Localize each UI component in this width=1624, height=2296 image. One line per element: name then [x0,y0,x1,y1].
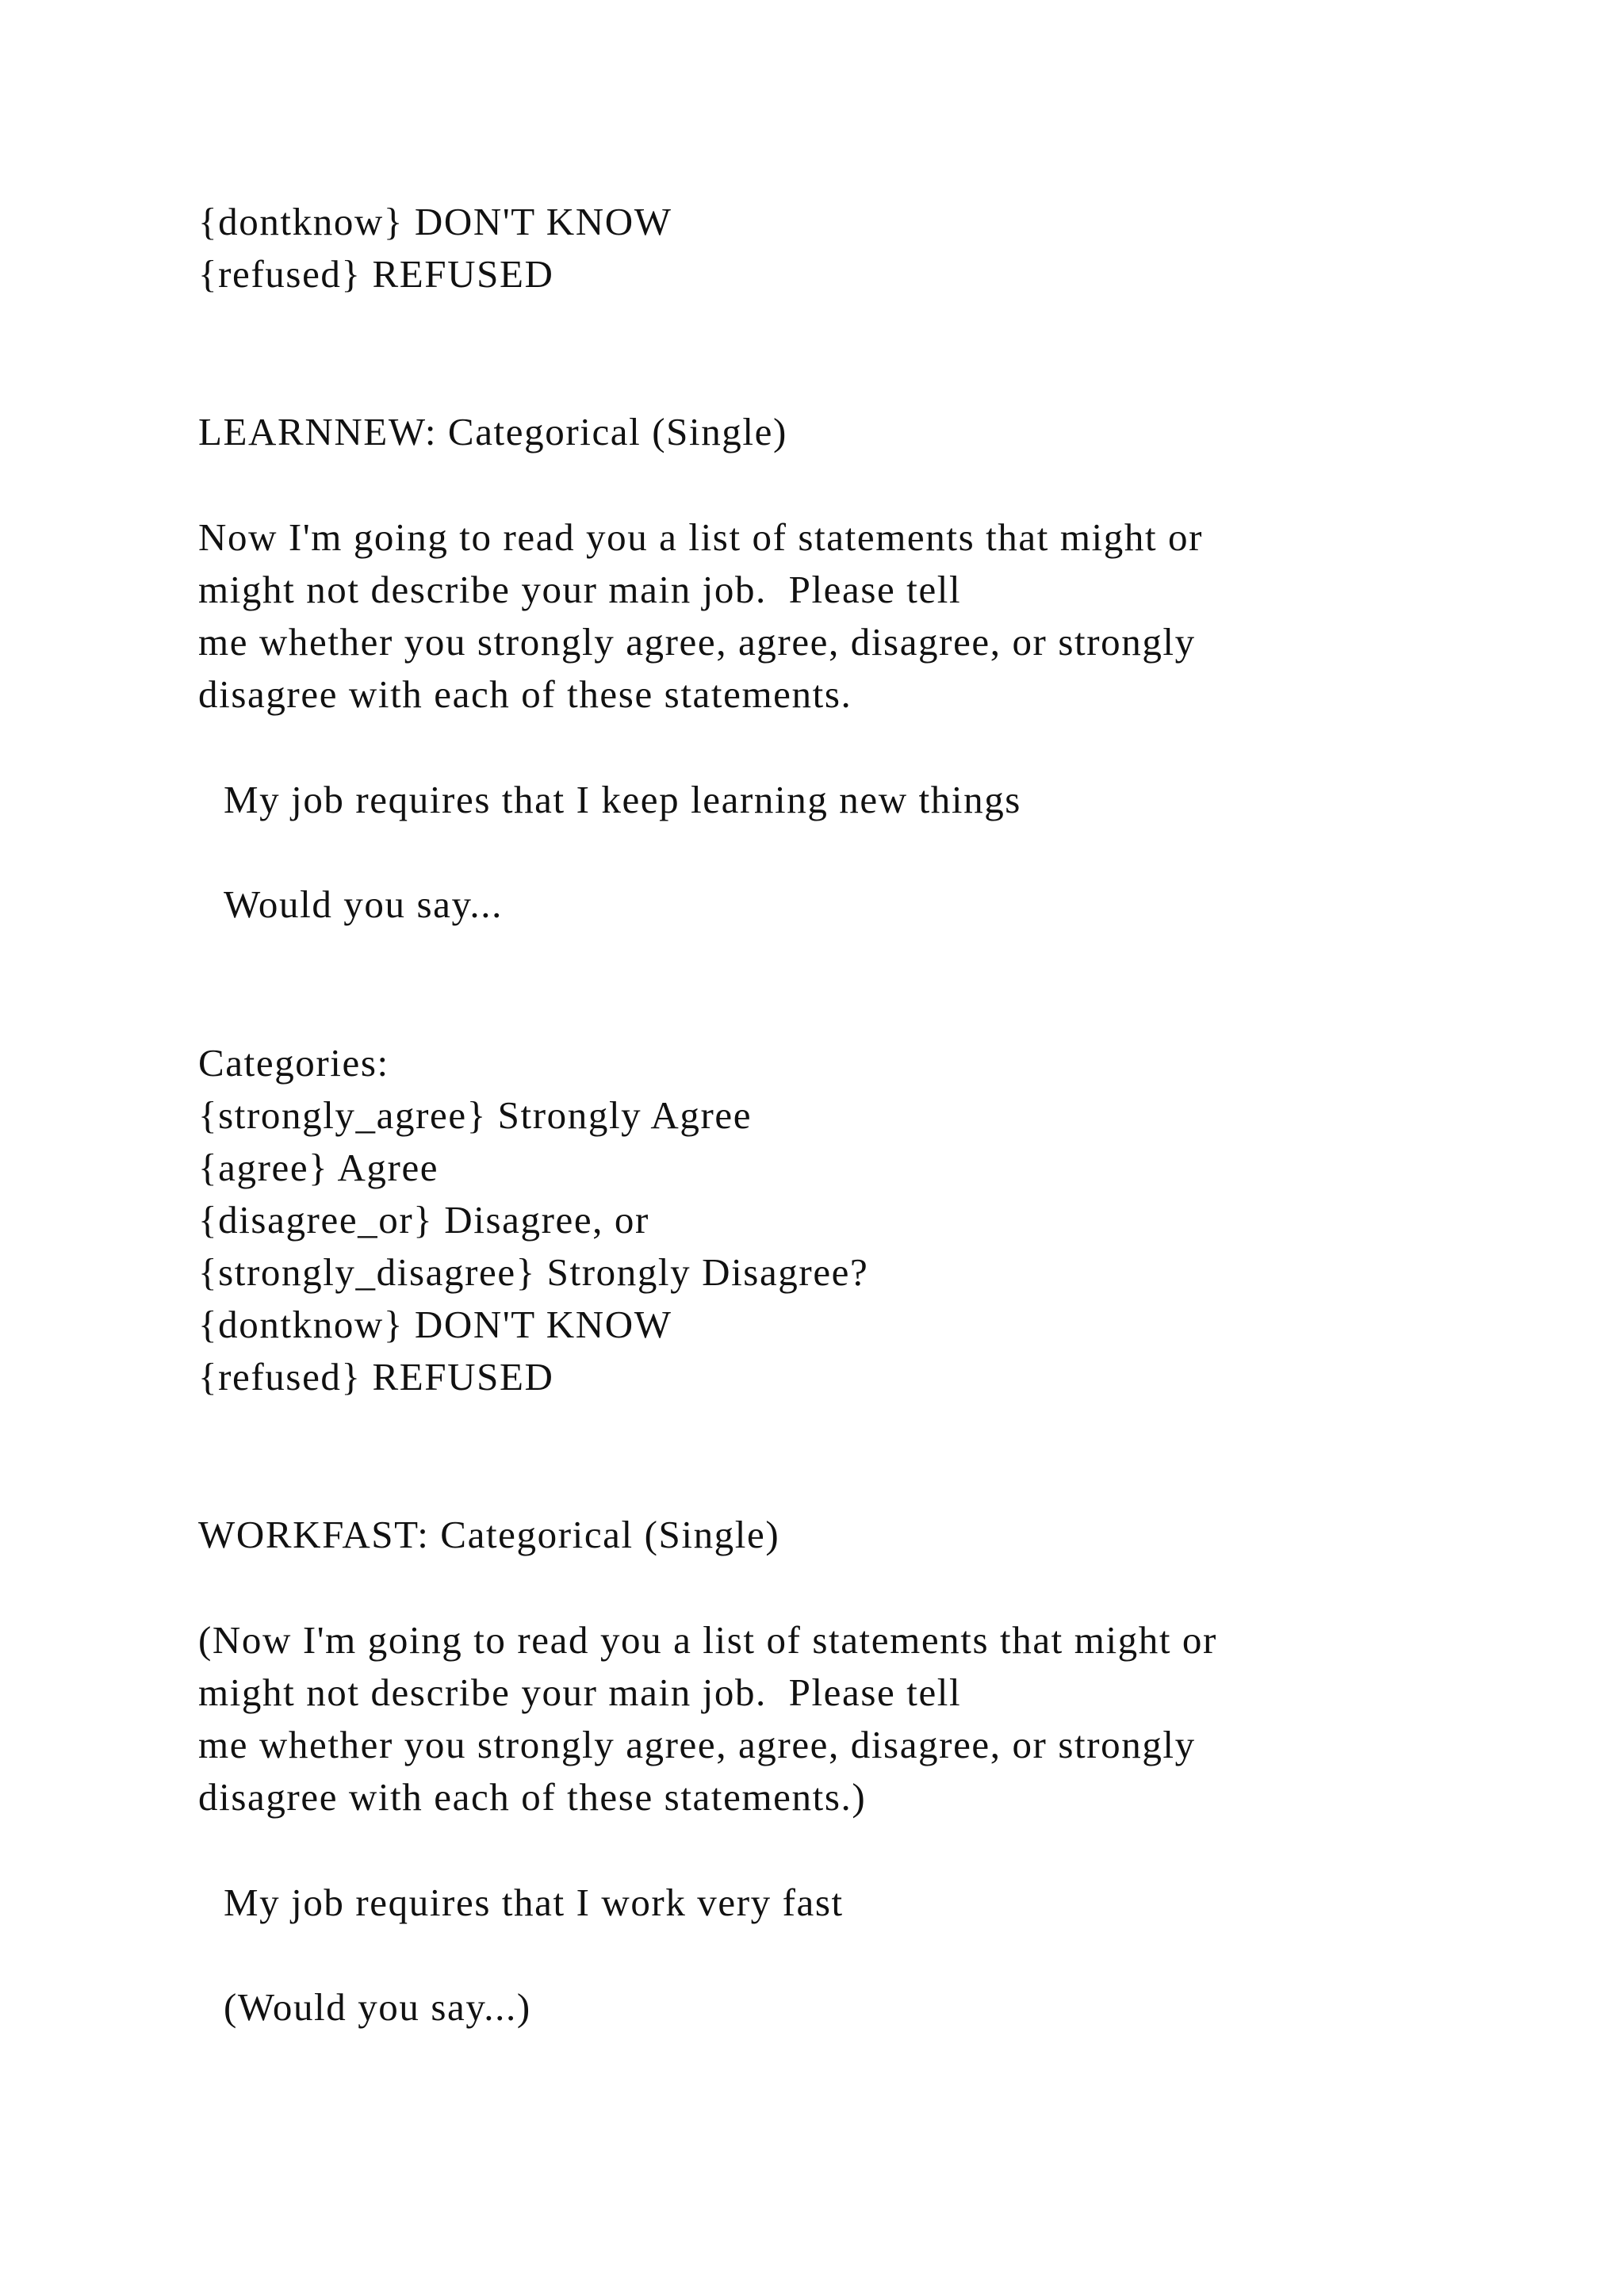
question-intro-line: (Now I'm going to read you a list of statements that might or [198,1618,1217,1662]
question-header-workfast: WORKFAST: Categorical (Single) [198,1513,780,1556]
question-intro-line: disagree with each of these statements. [198,672,852,716]
question-intro-line: disagree with each of these statements.) [198,1775,867,1819]
question-intro-line: might not describe your main job. Please tell [198,1670,962,1714]
question-intro-line: Now I'm going to read you a list of statements that might or [198,515,1204,559]
category-option: {disagree_or} Disagree, or [198,1198,649,1242]
category-option: {dontknow} DON'T KNOW [198,1303,672,1346]
category-option-refused: {refused} REFUSED [198,252,554,296]
question-intro-line: me whether you strongly agree, agree, disagree, or strongly [198,620,1196,664]
category-option: {agree} Agree [198,1146,439,1189]
category-option: {refused} REFUSED [198,1355,554,1399]
category-option: {strongly_agree} Strongly Agree [198,1093,753,1137]
category-option-dontknow: {dontknow} DON'T KNOW [198,200,672,243]
question-prompt: Would you say... [224,882,503,926]
question-statement: My job requires that I keep learning new things [224,778,1021,821]
question-intro-line: me whether you strongly agree, agree, disagree, or strongly [198,1723,1196,1766]
category-option: {strongly_disagree} Strongly Disagree? [198,1250,869,1294]
question-header-learnnew: LEARNNEW: Categorical (Single) [198,410,787,453]
question-prompt: (Would you say...) [224,1985,531,2029]
categories-label: Categories: [198,1041,389,1085]
question-intro-line: might not describe your main job. Please tell [198,568,962,611]
question-statement: My job requires that I work very fast [224,1881,844,1924]
